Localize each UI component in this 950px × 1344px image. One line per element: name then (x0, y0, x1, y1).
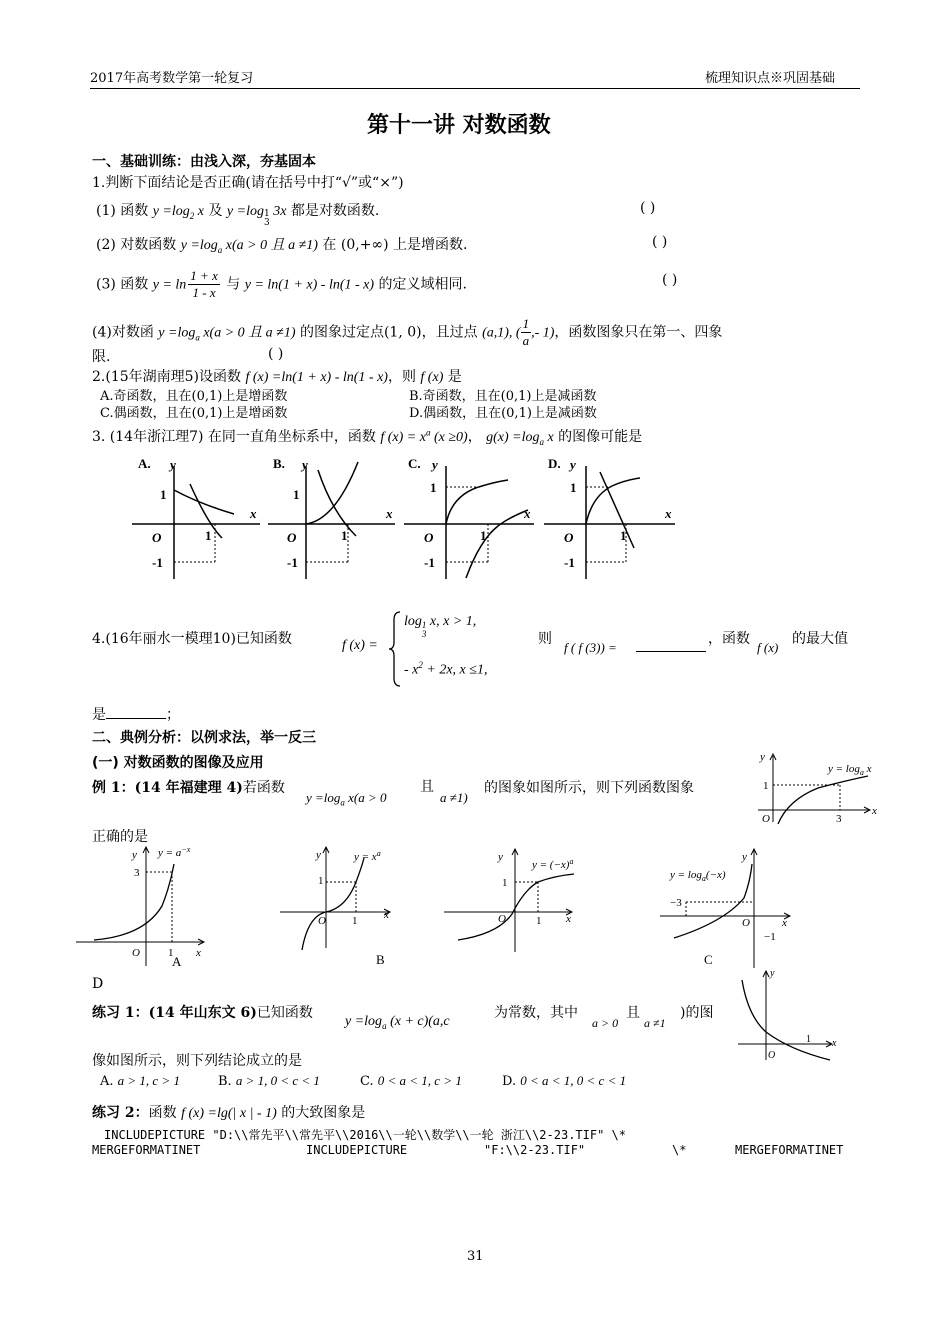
svg-text:y: y (570, 457, 576, 472)
q2-option-d[interactable]: D.偶函数，且在(0,1)上是减函数 (409, 406, 597, 421)
svg-text:1: 1 (536, 915, 542, 927)
svg-text:1: 1 (430, 480, 437, 495)
svg-text:1: 1 (570, 480, 577, 495)
svg-text:O: O (742, 917, 750, 929)
svg-text:O: O (152, 530, 162, 545)
svg-text:O: O (132, 947, 140, 959)
pr1-formula: $y =\log_a$ (x + c)(a,c (345, 1014, 450, 1031)
q4-fx: f (x) = (342, 638, 378, 653)
subsection-heading-1: (一) 对数函数的图像及应用 (92, 755, 264, 771)
svg-text:x: x (196, 947, 201, 959)
q1-item-1: (1) 函数 $y =\log_2$ x 及 y =log1 3 3x 都是对数函数. (96, 203, 380, 228)
section-heading-1: 一、基础训练：由浅入深，夯基固本 (92, 154, 316, 170)
pr2-field-2a: MERGEFORMATINET (92, 1143, 201, 1157)
pr1-option-b[interactable]: B. a > 1, 0 < c < 1 (218, 1073, 320, 1089)
svg-text:B.: B. (273, 456, 285, 471)
svg-text:O: O (424, 530, 434, 545)
svg-text:1: 1 (341, 528, 348, 543)
q4-brace (388, 610, 402, 688)
pr1-option-a[interactable]: A. a > 1, c > 1 (100, 1073, 180, 1089)
q3-graph-c[interactable] (404, 456, 534, 579)
q4-text-4: 是 ； (92, 707, 180, 723)
q1-item-3-answer[interactable]: ( ) (662, 272, 678, 288)
q4-then: 则 (538, 631, 552, 647)
svg-text:y = loga(−x): $y = \log_a(-x)$ (670, 869, 726, 883)
q3-stem: 3. (14年浙江理7) 在同一直角坐标系中，函数 f $(x) = x^a$ (x ≥0)， $g(x) =\log_a$ x 的图像可能是 (92, 427, 643, 447)
svg-text:1: 1 (806, 1034, 811, 1045)
svg-text:-1: -1 (564, 555, 575, 570)
svg-text:x: x (872, 805, 877, 817)
ex1-option-b[interactable] (280, 847, 390, 967)
svg-text:O: O (318, 915, 326, 927)
svg-text:x: x (566, 913, 571, 925)
q3-graphs (130, 452, 680, 582)
svg-text:x: x (832, 1038, 837, 1049)
pr1-option-d[interactable]: D. 0 < a < 1, 0 < c < 1 (502, 1073, 627, 1089)
svg-text:y: y (132, 849, 137, 861)
svg-text:x: x (386, 506, 393, 521)
q1-stem: 1.判断下面结论是否正确(请在括号中打“√”或“×”) (92, 175, 404, 191)
svg-text:D.: D. (548, 456, 561, 471)
svg-text:y: y (170, 457, 176, 472)
q2-option-c[interactable]: C.偶函数，且在(0,1)上是增函数 (100, 406, 288, 421)
q4-ff: f ( f (3)) = (564, 640, 617, 655)
svg-text:1: 1 (763, 780, 769, 792)
ex1-stem: 例 1：(14 年福建理 4)若函数 (92, 780, 285, 796)
pr2-field-2e: MERGEFORMATINET (735, 1143, 844, 1157)
pr1-option-c[interactable]: C. 0 < a < 1, c > 1 (360, 1073, 462, 1089)
svg-text:y: y (432, 457, 438, 472)
pr2-field-2b: INCLUDEPICTURE (306, 1143, 408, 1157)
svg-text:x: x (384, 909, 389, 921)
svg-text:−1: −1 (764, 931, 776, 943)
svg-text:C: C (704, 952, 713, 967)
ex1-figure (748, 750, 880, 826)
svg-text:x: x (524, 506, 531, 521)
q3-graph-a[interactable] (132, 456, 260, 579)
svg-text:1: 1 (160, 487, 167, 502)
svg-text:C.: C. (408, 456, 421, 471)
svg-text:-1: -1 (152, 555, 163, 570)
svg-text:A.: A. (138, 456, 151, 471)
ex1-text-3: 的图象如图所示，则下列函数图象 (484, 780, 694, 796)
q3-graph-d[interactable] (544, 456, 675, 579)
svg-text:1: 1 (318, 875, 324, 887)
ex1-text-4: 正确的是 (92, 829, 148, 845)
svg-text:O: O (768, 1050, 776, 1061)
ex1-d-label[interactable]: D (92, 976, 104, 992)
svg-text:x: x (782, 917, 787, 929)
q1-item-1-answer[interactable]: ( ) (640, 200, 656, 216)
pr1-and: 且 (626, 1005, 640, 1021)
svg-text:1: 1 (168, 947, 174, 959)
pr1-cond-2: a ≠1 (644, 1016, 666, 1030)
q2-option-a[interactable]: A.奇函数，且在(0,1)上是增函数 (100, 389, 288, 404)
q4-fx-2: f (x) (757, 640, 779, 655)
svg-text:1: 1 (620, 528, 627, 543)
pr2-field-2d: \* (672, 1143, 687, 1157)
svg-text:y: y (770, 968, 775, 979)
svg-text:y: y (302, 457, 308, 472)
ex1-options (74, 842, 814, 972)
pr1-text-5: 像如图所示，则下列结论成立的是 (92, 1053, 302, 1069)
svg-text:A: A (172, 954, 182, 969)
pr1-stem: 练习 1：(14 年山东文 6)已知函数 (92, 1005, 313, 1021)
svg-text:3: 3 (134, 867, 140, 879)
header-left: 2017年高考数学第一轮复习 (90, 71, 254, 86)
svg-text:1: 1 (352, 915, 358, 927)
q1-item-4-answer[interactable]: ( ) (268, 346, 284, 362)
q1-item-3: (3) 函数 y = ln $\frac{1 + x}{1 - x}$ 与 y = ln(1 + x) - ln(1 - x) 的定义域相同. (96, 268, 467, 300)
section-heading-2: 二、典例分析：以例求法，举一反三 (92, 730, 316, 746)
svg-text:1: 1 (502, 877, 508, 889)
svg-text:−3: −3 (670, 897, 682, 909)
ex1-option-d[interactable] (660, 849, 790, 968)
ex1-and: 且 (420, 779, 434, 795)
svg-text:1: 1 (480, 528, 487, 543)
q3-graph-b[interactable] (268, 456, 395, 579)
svg-text:x: x (250, 506, 257, 521)
q4-case-2: - $x^2 + 2x$, x ≤1, (404, 660, 488, 678)
pr2-field-1: INCLUDEPICTURE "D:\\常先平\\常先平\\2016\\一轮\\数学\\一轮 浙江\\2-23.TIF" \* (104, 1128, 627, 1142)
svg-text:1: 1 (293, 487, 300, 502)
page-title: 第十一讲 对数函数 (367, 113, 551, 138)
svg-text:y = loga x: $y = \log_a x$ (828, 763, 872, 777)
q1-item-2-answer[interactable]: ( ) (652, 234, 668, 250)
q4-stem: 4.(16年丽水一模理10)已知函数 (92, 631, 292, 647)
ex1-option-a[interactable] (76, 845, 204, 969)
pr1-figure (734, 966, 844, 1062)
q4-case-1: log1 3 x, x > 1, (404, 614, 477, 639)
svg-text:y = (−x)a: $y = (-x)^a$ (532, 857, 574, 871)
svg-text:1: 1 (205, 528, 212, 543)
svg-text:y = xa: $y = x^a$ (354, 849, 381, 863)
q1-item-4: (4)对数函 $y =\log_a$ x(a > 0 且 a ≠1) 的图象过定点(1, 0)，且过点 (a,1), ( $\frac{1}{a}$ ,- 1)，函数图象只在第一、四象 (92, 316, 723, 348)
pr1-text-4: )的图 (680, 1005, 714, 1021)
pr2-stem: 练习 2：函数 f (x) =lg(| x | - 1) 的大致图象是 (92, 1105, 366, 1121)
svg-text:O: O (762, 813, 770, 825)
header-rule (90, 88, 860, 89)
svg-text:y: y (316, 849, 321, 861)
ex1-formula: $y =\log_a$ x(a > 0 (306, 790, 387, 808)
svg-text:3: 3 (836, 813, 842, 825)
q2-option-b[interactable]: B.奇函数，且在(0,1)上是减函数 (409, 389, 597, 404)
q4-text-3: 的最大值 (792, 631, 848, 647)
svg-text:O: O (564, 530, 574, 545)
q1-item-2: (2) 对数函数 $y =\log_a$ x(a > 0 且 a ≠1) 在 (0,+∞) 上是增函数. (96, 237, 468, 255)
header-right: 梳理知识点※巩固基础 (705, 71, 836, 86)
svg-text:y: y (742, 851, 747, 863)
svg-text:B: B (376, 952, 385, 967)
pr1-cond-1: a > 0 (592, 1016, 619, 1030)
page-number: 31 (467, 1249, 484, 1264)
svg-text:O: O (498, 913, 506, 925)
q4-text-2: ，函数 (708, 631, 750, 647)
pr2-field-2c: "F:\\2-23.TIF" (484, 1143, 586, 1157)
pr1-text-2: 为常数，其中 (494, 1005, 578, 1021)
ex1-cond: a ≠1) (440, 790, 468, 805)
q4-blank-2[interactable] (106, 718, 166, 719)
svg-text:x: x (665, 506, 672, 521)
q1-item-4-cont: 限. (92, 349, 111, 365)
svg-text:y: y (498, 851, 503, 863)
q2-stem: 2.(15年湖南理5)设函数 f (x) =ln(1 + x) - ln(1 - x)，则 f (x) 是 (92, 369, 462, 385)
svg-text:-1: -1 (424, 555, 435, 570)
svg-text:-1: -1 (287, 555, 298, 570)
svg-text:y = a−x: $y = a^{-x}$ (158, 845, 191, 859)
svg-text:O: O (287, 530, 297, 545)
q4-blank-1[interactable] (636, 640, 706, 656)
svg-text:y: y (760, 751, 765, 763)
